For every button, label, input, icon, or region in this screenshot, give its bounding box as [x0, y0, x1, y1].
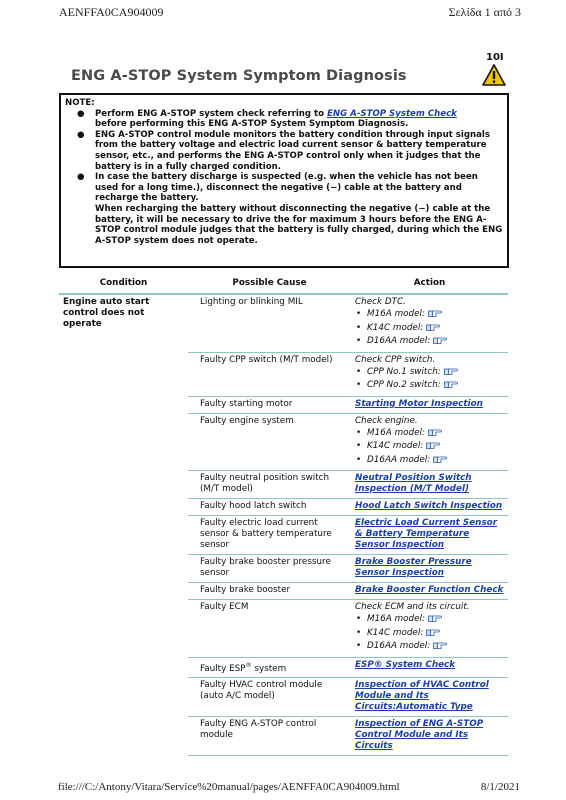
- note-bullet-3-text: In case the battery discharge is suspected (e.g. when the vehicle has not been used for a long time.), disconnect the negative (−) cable at the battery and recharge the battery.: [95, 172, 478, 204]
- header-action: Action: [351, 275, 508, 294]
- pointing-hand-link-icon[interactable]: [426, 323, 440, 331]
- eng-a-stop-control-module-inspection-link[interactable]: Inspection of ENG A-STOP Control Module and Its Circuits: [355, 719, 484, 752]
- cause-cell: Faulty electric load current sensor & battery temperature sensor: [188, 516, 351, 555]
- table-row: [59, 294, 508, 352]
- hvac-control-module-inspection-link[interactable]: Inspection of HVAC Control Module and Its Circuits:Automatic Type: [355, 680, 489, 713]
- neutral-position-switch-inspection-link[interactable]: Neutral Position Switch Inspection (M/T Model): [355, 473, 472, 494]
- list-item: • K14C model:: [355, 322, 505, 336]
- cause-cell: Faulty HVAC control module (auto A/C model): [188, 678, 351, 717]
- list-item: • M16A model:: [355, 308, 505, 322]
- action-cell: [351, 678, 508, 717]
- cause-cell: Faulty ESP® system: [188, 657, 351, 678]
- action-cell: [351, 583, 508, 600]
- action-cell: [351, 657, 508, 678]
- warning-icon: [482, 64, 506, 86]
- list-item: • M16A model:: [355, 613, 505, 627]
- note-box: [59, 93, 509, 268]
- list-item: • K14C model:: [355, 627, 505, 641]
- note-bullet-1-text: Perform ENG A-STOP system check referring to: [95, 108, 325, 119]
- action-cell: [351, 516, 508, 555]
- list-item: • K14C model:: [355, 440, 505, 454]
- cause-cell: Faulty ENG A-STOP control module: [188, 717, 351, 756]
- list-item: • D16AA model:: [355, 454, 505, 468]
- note-bullet-1: ● Perform ENG A-STOP system check referring to ENG A-STOP System Check before performing this ENG A-STOP System Symptom Diagnosis.: [65, 109, 503, 130]
- cause-cell: Faulty brake booster: [188, 583, 351, 600]
- header-doc-id: AENFFA0CA904009: [59, 5, 164, 19]
- pointing-hand-link-icon[interactable]: [433, 455, 447, 463]
- cause-cell: Faulty hood latch switch: [188, 499, 351, 516]
- pointing-hand-link-icon[interactable]: [428, 614, 442, 622]
- header-page-number: Σελίδα 1 από 3: [448, 5, 521, 19]
- action-cell: Check ECM and its circuit. • M16A model: • K14C model: • D16AA model:: [351, 600, 508, 658]
- note-bullet-3: ● In case the battery discharge is suspected (e.g. when the vehicle has not been used for a long time.), disconnect the negative (−) cable at the battery and recharge the battery. When recharging the battery without disconnecting the negative (−) cable at the battery, it will be necessary to drive the for maximum 3 hours before the ENG A-STOP control module judges that the battery is fully charged, during which the ENG A-STOP system does not operate.: [77, 172, 503, 246]
- footer-date: 8/1/2021: [480, 781, 520, 793]
- header-possible-cause: Possible Cause: [188, 275, 351, 294]
- list-item: • D16AA model:: [355, 640, 505, 654]
- pointing-hand-link-icon[interactable]: [426, 628, 440, 636]
- hood-latch-switch-inspection-link[interactable]: Hood Latch Switch Inspection: [355, 501, 503, 511]
- diagnosis-table: [59, 275, 508, 756]
- pointing-hand-link-icon[interactable]: [433, 336, 447, 344]
- action-cell: [351, 717, 508, 756]
- pointing-hand-link-icon[interactable]: [444, 380, 458, 388]
- note-label: NOTE:: [65, 98, 95, 108]
- cause-cell: Faulty CPP switch (M/T model): [188, 352, 351, 396]
- pointing-hand-link-icon[interactable]: [428, 309, 442, 317]
- header-condition: Condition: [59, 275, 188, 294]
- section-code: 10I: [486, 52, 504, 63]
- pointing-hand-link-icon[interactable]: [444, 367, 458, 375]
- list-item: • M16A model:: [355, 427, 505, 441]
- footer-file-path: file:///C:/Antony/Vitara/Service%20manual/pages/AENFFA0CA904009.html: [58, 781, 400, 793]
- brake-booster-pressure-sensor-inspection-link[interactable]: Brake Booster Pressure Sensor Inspection: [355, 557, 472, 578]
- page-title: ENG A-STOP System Symptom Diagnosis: [71, 68, 407, 84]
- note-bullet-2-text: ENG A-STOP control module monitors the battery condition through input signals from the battery voltage and electric load current sensor & battery temperature sensor, etc., and performs the ENG A-STOP control only when it judges that the battery is in a fully charged condition.: [95, 129, 490, 172]
- action-cell: [351, 499, 508, 516]
- esp-system-check-link[interactable]: ESP® System Check: [355, 659, 456, 670]
- registered-mark: ®: [245, 661, 252, 669]
- note-bullet-3-recharge: When recharging the battery without disconnecting the negative (−) cable at the battery, it will be necessary to drive the for maximum 3 hours before the ENG A-STOP control module judges that the battery is fully charged, during which the ENG A-STOP system does not operate.: [95, 203, 503, 246]
- action-cell: Check DTC. • M16A model: • K14C model: • D16AA model:: [351, 294, 508, 352]
- cause-cell: Faulty brake booster pressure sensor: [188, 555, 351, 583]
- cause-cell: Faulty neutral position switch (M/T model): [188, 471, 351, 499]
- action-cell: [351, 555, 508, 583]
- list-item: • CPP No.1 switch:: [355, 366, 505, 380]
- cause-cell: Faulty starting motor: [188, 396, 351, 413]
- action-cell: Check engine. • M16A model: • K14C model: • D16AA model:: [351, 413, 508, 471]
- brake-booster-function-check-link[interactable]: Brake Booster Function Check: [355, 585, 504, 595]
- cause-cell: Lighting or blinking MIL: [188, 294, 351, 352]
- note-bullet-1-tail: before performing this ENG A-STOP System Symptom Diagnosis.: [95, 119, 409, 130]
- cause-cell: Faulty ECM: [188, 600, 351, 658]
- action-cell: Check CPP switch. • CPP No.1 switch: • CPP No.2 switch:: [351, 352, 508, 396]
- pointing-hand-link-icon[interactable]: [426, 441, 440, 449]
- starting-motor-inspection-link[interactable]: Starting Motor Inspection: [355, 398, 483, 409]
- list-item: • D16AA model:: [355, 335, 505, 349]
- list-item: • CPP No.2 switch:: [355, 379, 505, 393]
- eng-a-stop-system-check-link[interactable]: ENG A-STOP System Check: [327, 108, 457, 119]
- cause-cell: Faulty engine system: [188, 413, 351, 471]
- note-bullet-2: ● ENG A-STOP control module monitors the battery condition through input signals from the battery voltage and electric load current sensor & battery temperature sensor, etc., and performs the ENG A-STOP control only when it judges that the battery is in a fully charged condition.: [77, 129, 490, 172]
- action-cell: [351, 396, 508, 413]
- condition-cell: Engine auto start control does not operate: [63, 297, 150, 329]
- pointing-hand-link-icon[interactable]: [428, 428, 442, 436]
- electric-load-current-sensor-inspection-link[interactable]: Electric Load Current Sensor & Battery Temperature Sensor Inspection: [355, 518, 498, 550]
- action-cell: [351, 471, 508, 499]
- pointing-hand-link-icon[interactable]: [433, 641, 447, 649]
- table-header-row: [59, 275, 508, 294]
